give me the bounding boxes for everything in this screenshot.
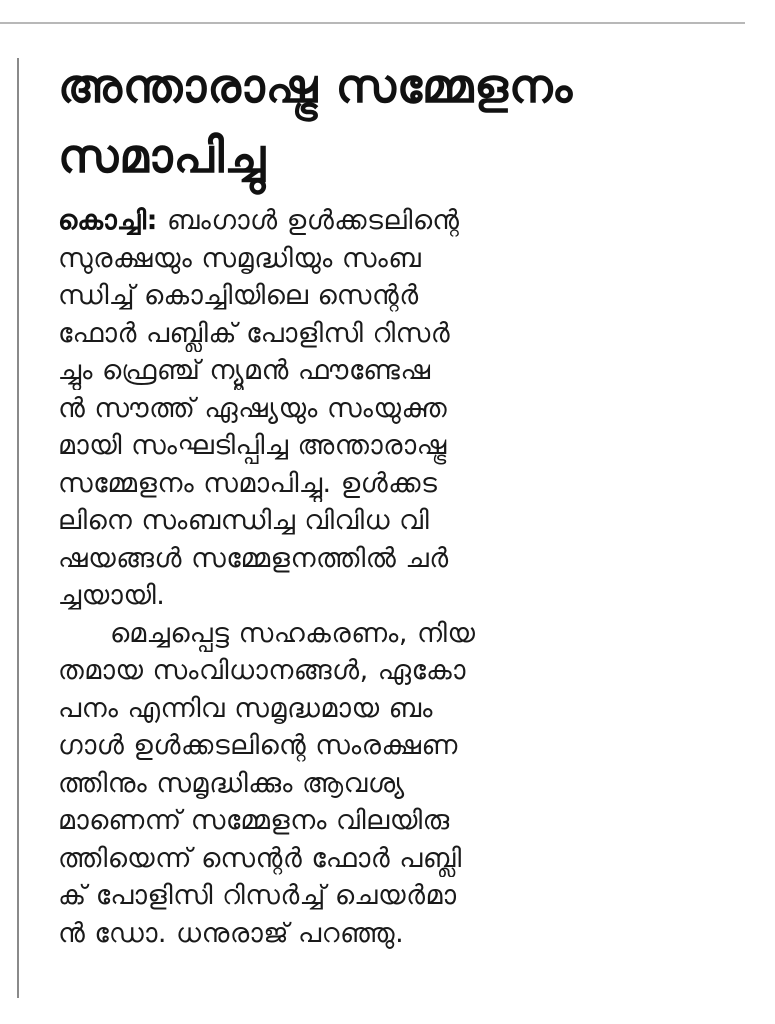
- column-rule: [17, 58, 19, 998]
- body-line: ഫോർ പബ്ലിക് പോളിസി റിസർ: [58, 317, 451, 349]
- article-body: [58, 202, 748, 952]
- body-line-text: ബംഗാൾ ഉൾക്കടലിന്റെ: [157, 205, 460, 236]
- headline-line-1: അന്താരാഷ്ട്ര സമ്മേളനം: [58, 59, 574, 114]
- paragraph-2: [58, 615, 748, 953]
- body-line: ച്ചും ഫ്രെഞ്ച് ന്യൂമൻ ഫൗണ്ടേഷ: [58, 355, 431, 386]
- body-line: ത്തിനും സമൃദ്ധിക്കും ആവശ്യ: [58, 767, 405, 799]
- body-line: ച്ചയായി.: [58, 580, 166, 611]
- body-line: ത്തിയെന്ന് സെന്റർ ഫോർ പബ്ലി: [58, 842, 462, 874]
- body-line: പനം എന്നിവ സമൃദ്ധമായ ബം: [58, 692, 433, 724]
- body-line: ന്ധിച്ച് കൊച്ചിയിലെ സെന്റർ: [58, 280, 419, 311]
- body-line: ലിനെ സംബന്ധിച്ച വിവിധ വി: [58, 505, 430, 536]
- body-line: ക് പോളിസി റിസർച്ച് ചെയർമാ: [58, 880, 457, 911]
- body-line: ൻ ഡോ. ധനുരാജ് പറഞ്ഞു.: [58, 917, 405, 949]
- paragraph-1: [58, 202, 748, 615]
- dateline: കൊച്ചി:: [58, 205, 158, 236]
- body-line: മായി സംഘടിപ്പിച്ച അന്താരാഷ്ട്ര: [58, 430, 447, 461]
- body-line: ഗാൾ ഉൾക്കടലിന്റെ സംരക്ഷണ: [58, 730, 458, 761]
- body-line: സുരക്ഷയും സമൃദ്ധിയും സംബ: [58, 242, 422, 274]
- body-line: ഷയങ്ങൾ സമ്മേളനത്തിൽ ചർ: [58, 542, 449, 574]
- news-article: [58, 52, 748, 952]
- body-line: മാണെന്ന് സമ്മേളനം വിലയിരു: [58, 805, 450, 836]
- body-line: [58, 202, 748, 240]
- body-line: മെച്ചപ്പെട്ട സഹകരണം, നിയ: [110, 617, 476, 649]
- top-rule: [0, 22, 745, 24]
- headline: [58, 52, 748, 192]
- body-line: തമായ സംവിധാനങ്ങൾ, ഏകോ: [58, 655, 466, 686]
- headline-line-2: സമാപിച്ചു: [58, 129, 267, 184]
- body-line: ൻ സൗത്ത് ഏഷ്യയും സംയുക്ത: [58, 392, 448, 424]
- body-line: സമ്മേളനം സമാപിച്ചു. ഉൾക്കട: [58, 467, 438, 499]
